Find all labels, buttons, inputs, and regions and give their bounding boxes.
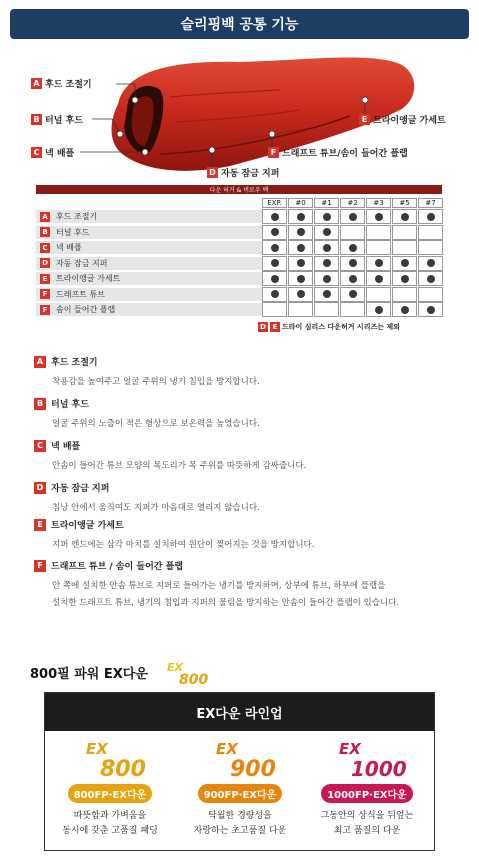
- feature-title-text: 자동 잠금 지퍼: [51, 484, 110, 494]
- table-row-label: [36, 303, 262, 316]
- product-badge: 800FP·EX다운: [68, 784, 153, 803]
- feature-dot: [349, 290, 357, 298]
- table-cell: [392, 287, 417, 302]
- feature-item: [34, 481, 454, 517]
- table-cell: [262, 287, 287, 302]
- feature-dot: [375, 213, 383, 221]
- table-cell: [392, 209, 417, 224]
- table-cell: [262, 209, 287, 224]
- product-logo: [50, 738, 170, 780]
- table-cell: [340, 256, 365, 271]
- feature-tag: C: [34, 440, 46, 452]
- product-desc: [180, 809, 300, 839]
- table-cell: [418, 256, 443, 271]
- feature-desc-line: 착용감을 높여주고 얼굴 주위의 냉기 침입을 방지합니다.: [52, 377, 260, 387]
- table-cell: [262, 271, 287, 286]
- feature-dot: [297, 290, 305, 298]
- table-cell: [366, 271, 391, 286]
- table-cell: [418, 209, 443, 224]
- feature-title-text: 트라이앵글 가세트: [51, 521, 124, 531]
- row-tag: A: [40, 212, 50, 222]
- product-logo-ex: EX: [86, 740, 108, 758]
- feature-title: [34, 481, 454, 494]
- row-tag: F: [40, 305, 50, 315]
- feature-title: [34, 559, 454, 572]
- column-header: #0: [288, 198, 313, 208]
- feature-desc-line: 침낭 안에서 움직여도 지퍼가 마음대로 열리지 않습니다.: [52, 503, 260, 513]
- callout-tag: A: [31, 78, 42, 89]
- table-cell: [340, 225, 365, 240]
- feature-desc: [52, 578, 454, 612]
- callout-tag: F: [268, 147, 279, 158]
- feature-dot: [427, 306, 435, 314]
- row-label-text: 드래프트 튜브: [56, 289, 105, 299]
- feature-dot: [427, 213, 435, 221]
- feature-dot: [297, 244, 305, 252]
- table-cell: [314, 240, 339, 255]
- product-logo-num: 1000: [351, 757, 407, 780]
- table-cell: [288, 225, 313, 240]
- product-logo: [180, 738, 300, 780]
- ex-section-title: 800필 파워 EX다운: [30, 667, 148, 682]
- table-cell: [366, 225, 391, 240]
- table-cell: [366, 302, 391, 317]
- feature-desc: [52, 537, 454, 554]
- feature-desc-line: 안 쪽에 설치한 안솜 튜브로 지퍼로 들어가는 냉기를 방지하며, 상부에 튜브, 하부에 플랩을: [52, 581, 386, 591]
- table-cell: [314, 225, 339, 240]
- table-cell: [366, 209, 391, 224]
- callout-tag: B: [31, 114, 42, 125]
- row-tag: F: [40, 289, 50, 299]
- product-desc-line: 최고 품질의 다운: [333, 826, 401, 836]
- product-logo: [307, 738, 427, 780]
- note-text: 드라이 심리스 다운허거 시리즈는 제외: [282, 323, 400, 331]
- feature-desc: [52, 374, 454, 391]
- table-cell: [340, 240, 365, 255]
- table-cell: [340, 287, 365, 302]
- callout-label: 터널 후드: [45, 116, 83, 126]
- table-cell: [314, 209, 339, 224]
- table-cell: [314, 302, 339, 317]
- ex-logo-num: 800: [179, 672, 209, 686]
- callout-label: 넥 배플: [45, 149, 75, 159]
- row-tag: B: [40, 227, 50, 237]
- feature-dot: [401, 306, 409, 314]
- feature-dot: [349, 275, 357, 283]
- product-logo-num: 800: [100, 757, 146, 780]
- feature-desc: [52, 500, 454, 517]
- table-cell: [418, 287, 443, 302]
- column-header: EXP.: [262, 198, 287, 208]
- product-badge: 1000FP·EX다운: [321, 784, 413, 803]
- row-label-text: 넥 배플: [56, 243, 82, 252]
- feature-desc-line: 설치한 드래프트 튜브, 냉기의 침입과 지퍼의 물림을 방지하는 안솜이 들어간 플랩이 있습니다.: [52, 598, 400, 608]
- column-header: #7: [418, 198, 443, 208]
- row-tag: E: [40, 274, 50, 284]
- feature-dot: [349, 244, 357, 252]
- callout-a: [31, 77, 92, 90]
- table-cell: [314, 287, 339, 302]
- sleeping-bag-illustration: [0, 42, 479, 182]
- feature-title: [34, 355, 454, 368]
- feature-title: [34, 518, 454, 531]
- product-logo-num: 900: [230, 757, 276, 780]
- feature-dot: [297, 275, 305, 283]
- product-badge: 900FP·EX다운: [198, 784, 283, 803]
- feature-item: [34, 397, 454, 433]
- table-cell: [340, 271, 365, 286]
- feature-desc-line: 안솜이 들어간 튜브 모양의 목도리가 목 주위를 따뜻하게 감싸줍니다.: [52, 461, 307, 471]
- feature-desc: [52, 458, 454, 475]
- product-card: [50, 738, 170, 839]
- feature-dot: [271, 275, 279, 283]
- note-tag-d: D: [258, 322, 268, 332]
- lineup-title: EX다운 라인업: [45, 693, 434, 731]
- feature-dot: [271, 244, 279, 252]
- feature-dot: [297, 228, 305, 236]
- feature-dot: [271, 228, 279, 236]
- table-cell: [392, 271, 417, 286]
- table-cell: [366, 256, 391, 271]
- feature-tag: A: [34, 356, 46, 368]
- callout-tag: D: [207, 167, 218, 178]
- sleeping-bag-image: [0, 42, 479, 182]
- feature-dot: [271, 213, 279, 221]
- feature-dot: [271, 290, 279, 298]
- table-row-label: [36, 257, 262, 270]
- callout-e: [359, 113, 446, 126]
- column-header: #5: [392, 198, 417, 208]
- product-card: [307, 738, 427, 839]
- table-cell: [418, 302, 443, 317]
- feature-dot: [323, 244, 331, 252]
- table-row-label: [36, 226, 262, 239]
- feature-tag: F: [34, 560, 46, 572]
- note-tag-e: E: [270, 322, 280, 332]
- table-cell: [340, 302, 365, 317]
- callout-d: [207, 166, 279, 179]
- feature-dot: [375, 306, 383, 314]
- feature-dot: [323, 213, 331, 221]
- callout-c: [31, 146, 74, 159]
- product-desc-line: 탁월한 경량성을: [208, 811, 272, 821]
- page-title: 슬리핑백 공통 기능: [10, 9, 469, 39]
- feature-dot: [323, 290, 331, 298]
- table-cell: [392, 256, 417, 271]
- feature-desc-line: 지퍼 엔드에는 삼각 마치를 설치하여 원단이 찢어지는 것을 방지합니다.: [52, 540, 315, 550]
- feature-dot: [427, 275, 435, 283]
- callout-label: 드래프트 튜브/솜이 들어간 플랩: [282, 149, 408, 159]
- feature-item: [34, 355, 454, 391]
- table-cell: [288, 287, 313, 302]
- product-card: [180, 738, 300, 839]
- callout-label: 후드 조절기: [45, 80, 92, 90]
- feature-dot: [297, 213, 305, 221]
- product-desc: [50, 809, 170, 839]
- feature-dot: [323, 259, 331, 267]
- table-cell: [288, 302, 313, 317]
- feature-dot: [349, 259, 357, 267]
- table-row-label: [36, 241, 262, 254]
- feature-dot: [323, 275, 331, 283]
- table-cell: [366, 240, 391, 255]
- product-desc-line: 그동안의 상식을 뒤엎는: [320, 811, 414, 821]
- table-title: 다운 허거 & 버로우 백: [36, 185, 442, 194]
- feature-dot: [375, 275, 383, 283]
- product-logo-image: [60, 738, 160, 780]
- row-tag: D: [40, 258, 50, 268]
- table-cell: [288, 256, 313, 271]
- table-cell: [262, 225, 287, 240]
- table-cell: [366, 287, 391, 302]
- callout-label: 자동 잠금 지퍼: [221, 169, 280, 179]
- feature-tag: D: [34, 482, 46, 494]
- ex-lineup-panel: [44, 692, 435, 851]
- table-cell: [262, 256, 287, 271]
- feature-item: [34, 439, 454, 475]
- product-logo-image: [190, 738, 290, 780]
- row-label-text: 후드 조절기: [56, 212, 98, 221]
- column-header: #1: [314, 198, 339, 208]
- table-cell: [392, 240, 417, 255]
- feature-dot: [271, 259, 279, 267]
- table-cell: [314, 256, 339, 271]
- table-note: [258, 322, 400, 332]
- product-logo-ex: EX: [339, 740, 361, 758]
- table-cell: [418, 240, 443, 255]
- feature-desc-line: 얼굴 주위의 노출이 적은 형상으로 보온력을 높였습니다.: [52, 419, 260, 429]
- feature-dot: [401, 259, 409, 267]
- column-header: #2: [340, 198, 365, 208]
- row-tag: C: [40, 243, 50, 253]
- feature-dot: [297, 259, 305, 267]
- feature-title-text: 후드 조절기: [51, 358, 98, 368]
- table-row-label: [36, 272, 262, 285]
- table-row-label: [36, 288, 262, 301]
- feature-title-text: 터널 후드: [51, 400, 89, 410]
- feature-title: [34, 439, 454, 452]
- feature-dot: [401, 213, 409, 221]
- feature-tag: B: [34, 398, 46, 410]
- feature-title-text: 넥 배플: [51, 442, 81, 452]
- callout-b: [31, 113, 83, 126]
- callout-tag: E: [359, 114, 370, 125]
- feature-tag: E: [34, 519, 46, 531]
- table-cell: [418, 271, 443, 286]
- feature-title: [34, 397, 454, 410]
- table-cell: [392, 302, 417, 317]
- column-header: #3: [366, 198, 391, 208]
- feature-item: [34, 518, 454, 554]
- table-row-label: [36, 210, 262, 223]
- feature-dot: [375, 259, 383, 267]
- table-cell: [418, 225, 443, 240]
- table-cell: [288, 209, 313, 224]
- row-label-text: 터널 후드: [56, 227, 90, 237]
- feature-dot: [401, 275, 409, 283]
- product-desc: [307, 809, 427, 839]
- table-cell: [314, 271, 339, 286]
- feature-dot: [323, 228, 331, 236]
- product-desc-line: 동시에 갖춘 고품질 패딩: [62, 826, 158, 836]
- feature-dot: [349, 213, 357, 221]
- row-label-text: 자동 잠금 지퍼: [56, 258, 108, 268]
- ex-logo-text: EX: [167, 661, 183, 674]
- product-logo-ex: EX: [216, 740, 238, 758]
- product-logo-image: [317, 738, 417, 780]
- table-cell: [288, 271, 313, 286]
- table-cell: [340, 209, 365, 224]
- product-desc-line: 따뜻함과 가벼움을: [73, 811, 147, 821]
- feature-dot: [427, 259, 435, 267]
- table-cell: [392, 225, 417, 240]
- feature-title-text: 드래프트 튜브 / 솜이 들어간 플랩: [51, 562, 183, 572]
- product-desc-line: 자랑하는 초고품질 다운: [193, 826, 287, 836]
- row-label-text: 솜이 들어간 플랩: [56, 305, 116, 314]
- callout-f: [268, 146, 408, 159]
- row-label-text: 트라이앵글 가세트: [56, 274, 121, 283]
- table-cell: [288, 240, 313, 255]
- table-cell: [262, 302, 287, 317]
- table-cell: [262, 240, 287, 255]
- feature-desc: [52, 416, 454, 433]
- ex-800-logo: [165, 660, 215, 686]
- callout-tag: C: [31, 147, 42, 158]
- feature-item: [34, 559, 454, 612]
- callout-label: 트라이앵글 가세트: [373, 116, 446, 126]
